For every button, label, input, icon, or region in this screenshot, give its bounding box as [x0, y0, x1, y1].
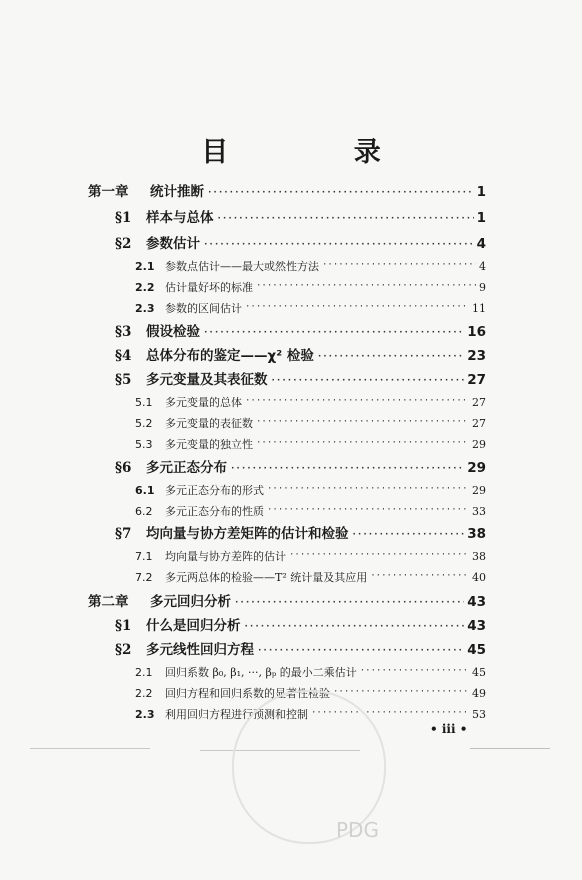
- toc-entry: [88, 374, 486, 388]
- toc-entry-number: 6.1: [135, 484, 155, 497]
- bottom-rule-right: [470, 748, 550, 749]
- toc-entry-page: 1: [476, 184, 486, 200]
- toc-entry: [88, 302, 486, 314]
- dot-leader: [256, 438, 469, 448]
- toc-entry-title: 估计量好坏的标准: [165, 281, 253, 294]
- dot-leader: [230, 464, 464, 474]
- toc-entry: [88, 550, 486, 562]
- toc-entry-page: 29: [472, 484, 486, 497]
- toc-entry-title: 多元变量及其表征数: [146, 372, 268, 388]
- toc-entry-page: 53: [472, 708, 486, 721]
- toc-entry: [88, 596, 486, 610]
- toc-entry: [88, 438, 486, 450]
- toc-entry-number: 第二章: [88, 594, 129, 610]
- dot-leader: [245, 396, 469, 406]
- toc-entry-number: 5.3: [135, 438, 153, 451]
- dot-leader: [333, 687, 469, 697]
- toc-entry-title: 样本与总体: [146, 210, 214, 226]
- toc-entry-title: 什么是回归分析: [146, 618, 241, 634]
- dot-leader: [317, 352, 464, 362]
- dot-leader: [360, 666, 469, 676]
- toc-entry: [88, 238, 486, 252]
- toc-entry: [88, 462, 486, 476]
- toc-entry: [88, 644, 486, 658]
- dot-leader: [217, 214, 474, 224]
- toc-entry-title: 多元正态分布的性质: [165, 505, 264, 518]
- toc-entry: [88, 666, 486, 678]
- toc-entry-number: §6: [115, 460, 132, 476]
- toc-entry-page: 43: [467, 618, 486, 634]
- toc-entry-title: 回归系数 β₀, β₁, ···, βₚ 的最小二乘估计: [165, 666, 357, 679]
- toc-entry-page: 45: [467, 642, 486, 658]
- toc-entry-title: 多元线性回归方程: [146, 642, 254, 658]
- toc-entry-number: 2.3: [135, 302, 155, 315]
- toc-entry-page: 40: [472, 571, 486, 584]
- toc-entry-number: 7.2: [135, 571, 153, 584]
- toc-entry: [88, 186, 486, 200]
- toc-entry: [88, 350, 486, 364]
- dot-leader: [267, 484, 469, 494]
- toc-entry-number: 7.1: [135, 550, 153, 563]
- toc-entry: [88, 484, 486, 496]
- toc-entry: [88, 528, 486, 542]
- dot-leader: [203, 328, 464, 338]
- toc-entry-page: 45: [472, 666, 486, 679]
- toc-entry-number: §4: [115, 348, 132, 364]
- toc-entry-title: 均向量与协方差矩阵的估计和检验: [146, 526, 349, 542]
- toc-entry-page: 33: [472, 505, 486, 518]
- dot-leader: [289, 550, 469, 560]
- toc-entry: [88, 260, 486, 272]
- toc-entry-page: 1: [476, 210, 486, 226]
- watermark-text: PDG: [336, 818, 379, 842]
- toc-entry-number: §2: [115, 236, 132, 252]
- toc-entry-page: 23: [467, 348, 486, 364]
- toc-entry-number: §3: [115, 324, 132, 340]
- dot-leader: [245, 302, 469, 312]
- toc-entry-page: 9: [479, 281, 486, 294]
- toc-entry-page: 27: [467, 372, 486, 388]
- dot-leader: [203, 240, 474, 250]
- toc-entry-number: 5.1: [135, 396, 153, 409]
- toc-entry: [88, 281, 486, 293]
- toc-entry-number: 第一章: [88, 184, 129, 200]
- toc-entry-title: 回归方程和回归系数的显著性检验: [165, 687, 330, 700]
- toc-entry-page: 29: [467, 460, 486, 476]
- toc-entry-page: 27: [472, 396, 486, 409]
- toc-entry: [88, 212, 486, 226]
- dot-leader: [234, 598, 464, 608]
- toc-entry-title: 多元变量的表征数: [165, 417, 253, 430]
- toc-entry-number: 2.1: [135, 260, 155, 273]
- toc-entry-title: 多元变量的独立性: [165, 438, 253, 451]
- toc-entry: [88, 417, 486, 429]
- toc-entry-title: 多元两总体的检验——T² 统计量及其应用: [165, 571, 368, 584]
- toc-entry-page: 38: [467, 526, 486, 542]
- toc-entry-page: 16: [467, 324, 486, 340]
- toc-entry: [88, 571, 486, 583]
- toc-entry-number: 2.3: [135, 708, 155, 721]
- toc-entry-number: §7: [115, 526, 132, 542]
- toc-entry-title: 多元变量的总体: [165, 396, 242, 409]
- toc-entry-title: 多元正态分布的形式: [165, 484, 264, 497]
- toc-entry: [88, 620, 486, 634]
- toc-entry-number: 2.2: [135, 281, 155, 294]
- toc-entry-page: 4: [479, 260, 486, 273]
- toc-entry: [88, 396, 486, 408]
- dot-leader: [257, 646, 464, 656]
- toc-title: 目 录: [201, 137, 439, 168]
- toc-entry-title: 利用回归方程进行预测和控制: [165, 708, 308, 721]
- toc-entry-page: 38: [472, 550, 486, 563]
- toc-entry-number: 2.1: [135, 666, 153, 679]
- toc-entry-title: 参数的区间估计: [165, 302, 242, 315]
- toc-entry-title: 多元回归分析: [150, 594, 231, 610]
- dot-leader: [370, 571, 469, 581]
- toc-entry-number: §5: [115, 372, 132, 388]
- dot-leader: [271, 376, 465, 386]
- toc-entry-page: 27: [472, 417, 486, 430]
- toc-entry-number: 2.2: [135, 687, 153, 700]
- dot-leader: [244, 622, 465, 632]
- toc-entry-number: 5.2: [135, 417, 153, 430]
- dot-leader: [207, 188, 474, 198]
- dot-leader: [256, 281, 476, 291]
- toc-entry-title: 统计推断: [150, 184, 204, 200]
- toc-entry-title: 多元正态分布: [146, 460, 227, 476]
- toc-entry-page: 4: [476, 236, 486, 252]
- toc-entry-title: 参数估计: [146, 236, 200, 252]
- toc-entry-page: 11: [472, 302, 486, 315]
- toc-entry-title: 参数点估计——最大或然性方法: [165, 260, 319, 273]
- toc-entry-page: 43: [467, 594, 486, 610]
- toc-entry-title: 总体分布的鉴定——χ² 检验: [146, 348, 314, 364]
- toc-entry-number: §1: [115, 618, 132, 634]
- toc-entry-title: 假设检验: [146, 324, 200, 340]
- toc-entry-number: 6.2: [135, 505, 153, 518]
- toc-entry-page: 29: [472, 438, 486, 451]
- page-number: • iii •: [430, 722, 468, 736]
- toc-entry-number: §2: [115, 642, 132, 658]
- dot-leader: [267, 505, 469, 515]
- toc-entry-page: 49: [472, 687, 486, 700]
- toc-entry-title: 均向量与协方差阵的估计: [165, 550, 286, 563]
- toc-entry: [88, 505, 486, 517]
- dot-leader: [352, 530, 465, 540]
- dot-leader: [256, 417, 469, 427]
- dot-leader: [322, 260, 476, 270]
- toc-entry-number: §1: [115, 210, 132, 226]
- bottom-rule-left: [30, 748, 150, 749]
- toc-entry: [88, 326, 486, 340]
